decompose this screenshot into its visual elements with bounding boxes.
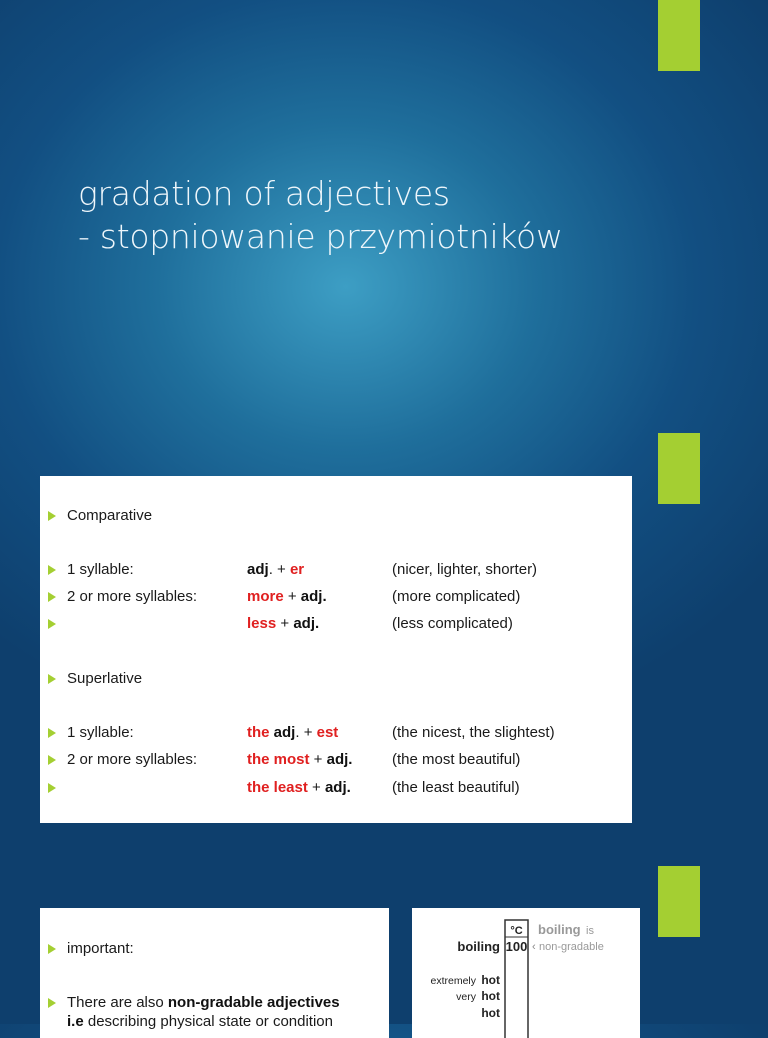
row-label: 1 syllable: xyxy=(67,561,134,578)
bullet-icon xyxy=(48,783,56,793)
formation-rule: the most + adj. xyxy=(247,751,353,768)
formation-rule: less + adj. xyxy=(247,615,320,632)
note-non-gradable: non-gradable xyxy=(539,941,604,953)
slide-title-line2: - stopniowanie przymiotników xyxy=(78,217,563,256)
example-text: (nicer, lighter, shorter) xyxy=(392,561,538,578)
note-is: is xyxy=(586,925,594,937)
note-boiling: boiling xyxy=(538,922,581,937)
hot-label: hot xyxy=(481,989,500,1003)
non-gradable-text: There are also non-gradable adjectives xyxy=(67,994,340,1011)
example-text: (the most beautiful) xyxy=(392,751,521,768)
accent-bar-bottom xyxy=(658,866,700,937)
example-text: (less complicated) xyxy=(392,615,513,632)
slide-title-line1: gradation of adjectives xyxy=(78,174,450,213)
non-gradable-panel xyxy=(40,908,389,1038)
bullet-icon xyxy=(48,998,56,1008)
hot-label: hot xyxy=(481,973,500,987)
important-label: important: xyxy=(67,940,134,957)
example-text: (the least beautiful) xyxy=(392,779,520,796)
bullet-icon xyxy=(48,565,56,575)
row-label: Superlative xyxy=(67,670,143,687)
example-text: (the nicest, the slightest) xyxy=(392,724,555,741)
example-text: (more complicated) xyxy=(392,588,521,605)
row-label: 2 or more syllables: xyxy=(67,588,198,605)
non-gradable-text-continued: i.e describing physical state or condition xyxy=(67,1013,333,1030)
formation-rule: the adj. + est xyxy=(247,724,339,741)
formation-rule: adj. + er xyxy=(247,561,305,578)
grammar-table-panel xyxy=(40,476,632,823)
row-label: 1 syllable: xyxy=(67,724,134,741)
accent-bar-middle xyxy=(658,433,700,504)
row-label: Comparative xyxy=(67,507,153,524)
bullet-icon xyxy=(48,511,56,521)
bullet-icon xyxy=(48,944,56,954)
bullet-icon xyxy=(48,592,56,602)
thermometer-illustration xyxy=(412,908,640,1038)
bullet-icon xyxy=(48,728,56,738)
thermometer-tube xyxy=(505,920,528,1038)
value-label: 100 xyxy=(505,939,528,954)
formation-rule: the least + adj. xyxy=(247,779,351,796)
very-label: very xyxy=(456,991,476,1003)
formation-rule: more + adj. xyxy=(247,588,327,605)
slide-title xyxy=(78,172,563,258)
arrow-glyph: ‹ xyxy=(532,941,536,953)
boiling-label: boiling xyxy=(457,939,500,954)
accent-bar-top xyxy=(658,0,700,71)
extremely-label: extremely xyxy=(430,975,476,987)
thermometer-panel xyxy=(412,908,640,1038)
bullet-icon xyxy=(48,674,56,684)
hot-label: hot xyxy=(481,1006,500,1020)
bullet-icon xyxy=(48,619,56,629)
unit-label: °C xyxy=(510,925,523,937)
bullet-icon xyxy=(48,755,56,765)
row-label: 2 or more syllables: xyxy=(67,751,198,768)
